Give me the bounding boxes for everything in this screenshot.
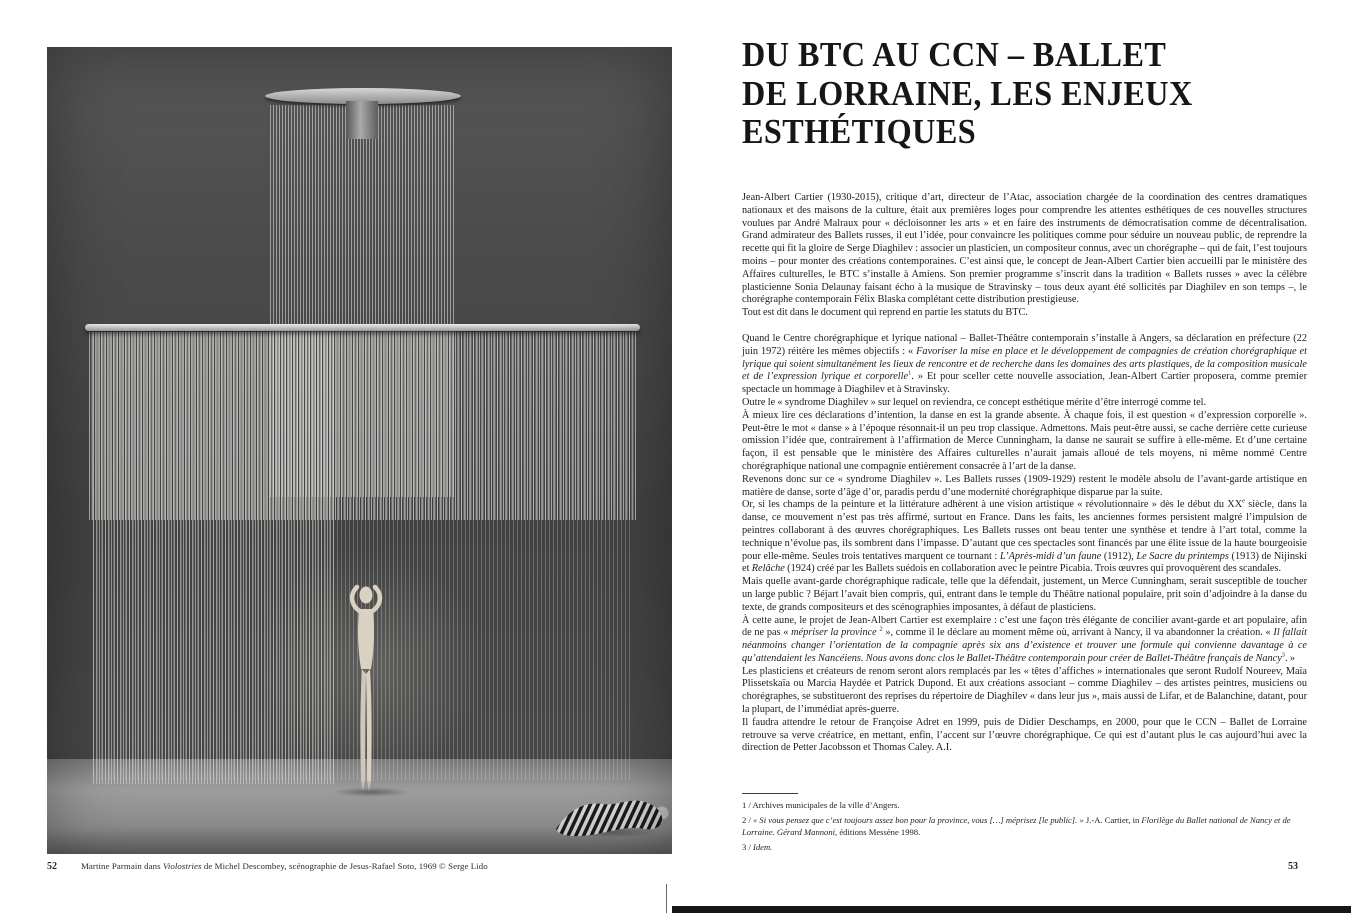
gutter-line: [666, 884, 667, 913]
suspended-platform: [85, 324, 640, 331]
paragraph: Jean-Albert Cartier (1930-2015), critique d’art, directeur de l’Atac, association chargée de la coordination des centres dramatiques nationaux et des maisons de la culture, était aux premières loges pour comprendre les attentes esthétiques de ces nouvelles structures voulues par André Malraux pour « décloisonner les arts » et en faire des instruments de démocratisation comme de décentralisation. Grand admirateur des Ballets russes, il eut l’idée, pour convaincre les politiques comme pour séduire un nouveau public, de reprendre la recette qui fit la gloire de Serge Diaghilev : associer un plasticien, un compositeur connus, avec un chorégraphe – qui de fait, l’est toujours moins – pour monter des créations contemporaines. C’est ainsi que, le concept de Jean-Albert Cartier bien accueilli par le ministère des Affaires culturelles, le BTC s’installe à Amiens. Son premier programme s’inscrit dans la tradition « Ballets russes » avec la célèbre plasticienne Sonia Delaunay faisant écho à la musique de Stravinsky – tous deux ayant été sollicités par Diaghilev en son temps –, le chorégraphe contemporain Félix Blaska complétant cette distribution prestigieuse.: [742, 192, 1307, 306]
paragraph: 1 / Archives municipales de la ville d’Angers.: [742, 800, 900, 810]
page-number-right: 53: [1288, 861, 1298, 872]
article-title-line-2: DE LORRAINE, LES ENJEUX: [742, 73, 1193, 113]
paragraph: À cette aune, le projet de Jean-Albert Cartier est exemplaire : c’est une façon très élégante de concilier avant-garde et art populaire, afin de ne pas « mépriser la province $^2$ », comme il le déclare au moment même où, arrivant à Nancy, il va abandonner la création. « Il fallait néanmoins changer l’orientation de la compagnie après six ans d’existence et trouver une formule qui convienne davantage à ce qu’attendaient les Nancéiens. Nous avons donc clos le Ballet-Théâtre contemporain pour créer de Ballet-Théâtre français de Nancy$^3$. »: [742, 614, 1307, 664]
article-title-line-1: DU BTC AU CCN – BALLET: [742, 35, 1167, 74]
paragraph: Les plasticiens et créateurs de renom seront alors remplacés par les « têtes d’affiches » internationales que seront Rudolf Noureev, Maïa Plissetskaïa ou Marcia Haydée et Patrick Dupond. Et aux créations associant – comme Diaghilev – des artistes peintres, musiciens ou chorégraphes, se substitueront des reprises du répertoire de Diaghilev « dans leur jus », mais aussi de Lifar, et de Balanchine, datant, pour la plupart, de l’immédiat après-guerre.: [742, 665, 1307, 716]
paragraph: Quand le Centre chorégraphique et lyrique national – Ballet-Théâtre contemporain s’installe à Angers, sa déclaration en préfecture (22 juin 1972) réitère les mêmes objectifs : « Favoriser la mise en place et le développement de compagnies de création chorégraphique et lyrique qui soient simultanément les lieux de rencontre et de recherche dans les domaines des arts plastiques, de la composition musicale et de l’expression lyrique et corporelle$^1$. » Et pour sceller cette nouvelle association, Jean-Albert Cartier proposera, comme premier spectacle un hommage à Diaghilev et à Stravinsky.: [742, 332, 1307, 396]
bottom-black-bar: [672, 906, 1351, 913]
article-body: [742, 192, 1307, 755]
paragraph: Il faudra attendre le retour de Françoise Adret en 1999, puis de Didier Deschamps, en 2000, pour que le CCN – Ballet de Lorraine retrouve sa verve créatrice, en mettant, enfin, l’accent sur l’œuvre chorégraphique. Ce qui est d’autant plus le cas aujourd’hui avec la direction de Petter Jacobsson et Thomas Caley. A.I.: [742, 716, 1307, 754]
paragraph: 3 / Idem.: [742, 841, 773, 852]
paragraph: Outre le « syndrome Diaghilev » sur lequel on reviendra, ce concept esthétique mérite d’être interrogé comme tel.: [742, 396, 1207, 408]
lying-striped-dancer-figure: [550, 771, 672, 849]
footnotes: [742, 799, 1307, 856]
standing-dancer-figure: [335, 579, 397, 794]
caption-row: [47, 861, 687, 872]
paragraph: 2 / « Si vous pensez que c’est toujours assez bon pour la province, vous […] méprisez [le public]. » J.-A. Cartier, in Florilège du Ballet national de Nancy et de Lorraine. Gérard Mannoni, éditions Messène 1998.: [742, 814, 1291, 838]
page-number-left: 52: [47, 861, 57, 872]
paragraph: Tout est dit dans le document qui reprend en partie les statuts du BTC.: [742, 307, 1028, 319]
stage-photograph: [47, 47, 672, 854]
photo-caption: Martine Parmain dans Violostries de Michel Descombey, scénographie de Jesus-Rafael Soto, 1969 © Serge Lido: [81, 861, 488, 871]
paragraph: À mieux lire ces déclarations d’intention, la danse en est la grande absente. À chaque fois, il est question « d’expression corporelle ». Peut-être le mot « danse » à l’époque résonnait-il un peu trop classique. Admettons. Mais peut-être aussi, se cache derrière cette curieuse omission l’idée que, contrairement à l’affirmation de Merce Cunningham, la danse ne saurait se suffire à elle-même. Et d’une certaine façon, il est pensable que le ministère des Affaires culturelles n’aurait jamais alloué de tels moyens, ni même nommé Centre chorégraphique national une compagnie entièrement consacrée à l’art de la danse.: [742, 409, 1307, 472]
string-curtain-upper: [270, 105, 456, 497]
hanging-cylinder: [346, 101, 378, 139]
paragraph: Or, si les champs de la peinture et la littérature adhèrent à une vision artistique « révolutionnaire » dès le début du XXe siècle, dans la danse, ce mouvement n’est pas très affirmé, surtout en France. Dans les faits, les anciennes formes persistent malgré l’impulsion de peintres collaborant à des œuvres chorégraphiques. Les Ballets russes ont beau tenter une synthèse et tendre à l’art total, comme la technique n’évolue pas, ils sombrent dans l’impasse. D’autant que ces spectacles sont financés par une élite issue de la haute bourgeoisie pour elle-même. Seules trois tentatives marquent ce tournant : L’Après-midi d’un faune (1912), Le Sacre du printemps (1913) de Nijinski et Relâche (1924) créé par les Ballets suédois en collaboration avec le peintre Picabia. Trois œuvres qui provoquèrent des scandales.: [742, 497, 1307, 575]
footnote-rule: [742, 793, 798, 794]
paragraph: Mais quelle avant-garde chorégraphique radicale, telle que la défendait, justement, un Merce Cunningham, serait susceptible de toucher un large public ? Béjart l’avait bien compris, qui, entrant dans le temple du Théâtre national populaire, prit soin d’adjoindre à la danse du texte, de grands compositeurs et des scénographies imposantes, à défaut de plasticiens.: [742, 576, 1307, 613]
article-title: [742, 36, 1332, 152]
article-title-line-3: ESTHÉTIQUES: [742, 112, 977, 151]
paragraph: Revenons donc sur ce « syndrome Diaghilev ». Les Ballets russes (1909-1929) restent le modèle absolu de l’avant-garde artistique en matière de danse, sorte d’âge d’or, paradis perdu d’une modernité chorégraphique disparue par la suite.: [742, 473, 1307, 498]
